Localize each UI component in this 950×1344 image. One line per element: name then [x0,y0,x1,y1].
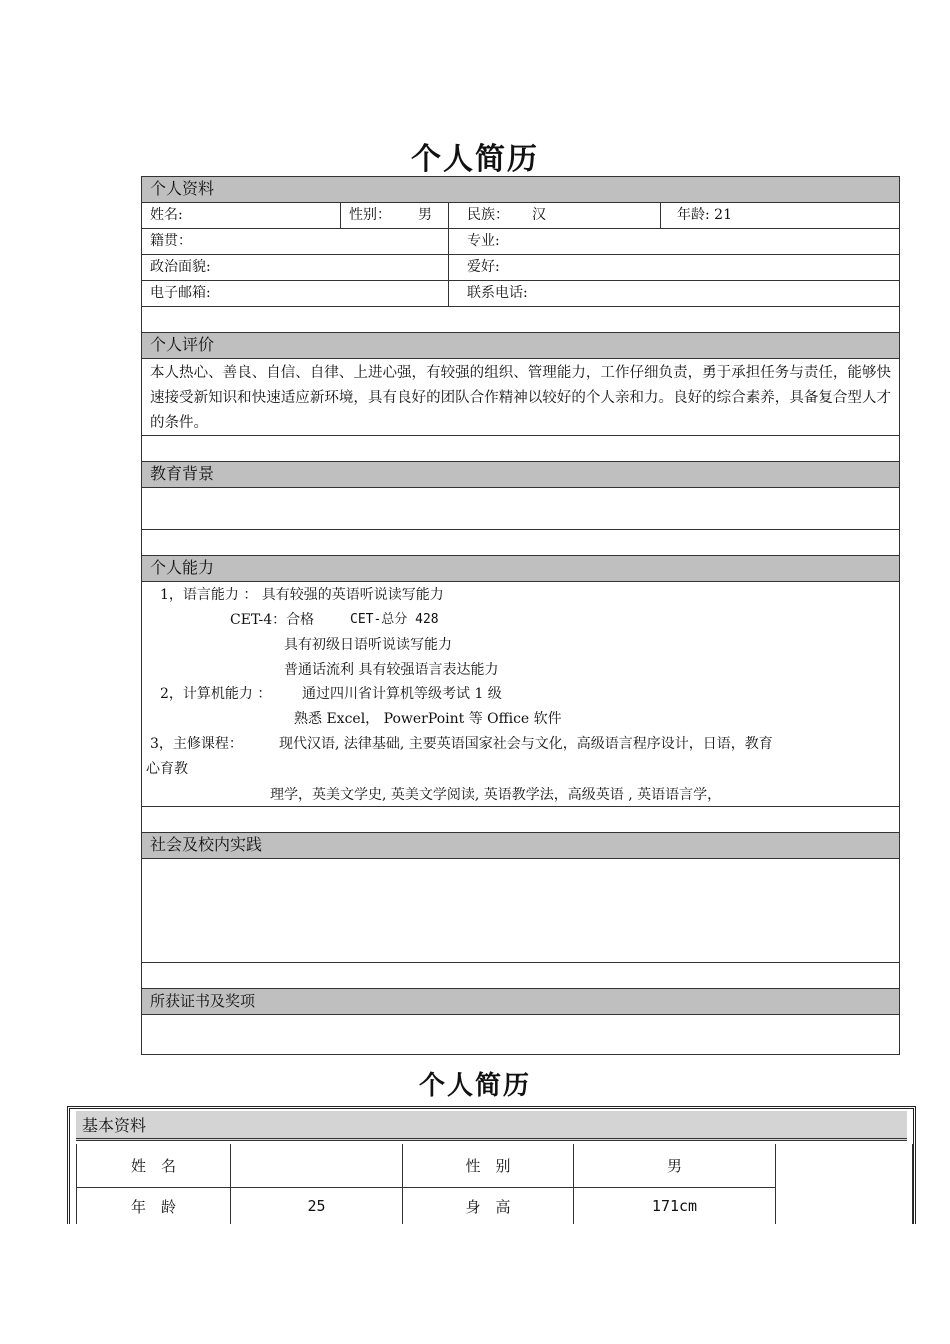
height-value: 171cm [574,1188,776,1224]
self-evaluation-row [142,359,899,436]
age-value-2: 25 [231,1188,403,1224]
name-label: 姓 名 [76,1144,231,1188]
ability-courses-line2: 心育教 [146,761,188,777]
spacer-row [142,307,899,333]
practice-content-row [142,859,899,963]
section-education: 教育背景 [142,462,899,488]
ability-cet4-line: CET-4：合格 [230,612,315,628]
age-label-2: 年 龄 [76,1188,231,1224]
name-value [231,1144,403,1188]
section-social-practice: 社会及校内实践 [142,833,899,859]
ability-courses-label: 3，主修课程： [150,736,243,752]
photo-cell [776,1144,913,1224]
row-name-gender [142,203,899,229]
political-status-field: 政治面貌: [150,259,211,275]
self-evaluation-text: 本人热心、善良、自信、自律、上进心强，有较强的组织、管理能力，工作仔细负责，勇于承担任务与责任，能够快速接受新知识和快速适应新环境，具有良好的团队合作精神以较好的个人亲和力。良好的综合素养，具备复合型人才的条件。 [150,365,891,431]
major-field: 专业: [448,229,899,254]
ability-courses-line3: 理学，英美文学史, 英美文学阅读, 英语教学法，高级英语 , 英语语言学， [270,787,722,803]
ethnicity-label: 民族： [448,203,518,228]
resume-table [141,176,900,1055]
gender-label-2: 性 别 [403,1144,574,1188]
spacer-row [142,436,899,462]
ability-mandarin-line: 普通话流利 具有较强语言表达能力 [284,662,499,678]
email-field: 电子邮箱: [150,285,211,301]
education-content-row [142,488,899,530]
row-email-phone [142,281,899,307]
gender-value: 男 [418,207,432,223]
row-native-major [142,229,899,255]
basic-info-table [67,1106,916,1224]
resume-title-2: 个人简历 [418,1071,531,1101]
spacer-row [142,963,899,989]
gender-label: 性别： [340,203,447,228]
awards-content-row [142,1015,899,1054]
section-personal-info: 个人资料 [142,177,899,203]
phone-field: 联系电话: [448,281,899,306]
section-abilities: 个人能力 [142,556,899,582]
abilities-content-row [142,582,899,807]
height-label: 身 高 [403,1188,574,1224]
ethnicity-value: 汉 [532,207,546,223]
ability-language-line: 1，语言能力 ： 具有较强的英语听说读写能力 [160,587,444,603]
ability-courses-line1: 现代汉语, 法律基础, 主要英语国家社会与文化，高级语言程序设计，日语，教育 [279,736,773,752]
hobby-field: 爱好: [448,255,899,280]
spacer-row [142,807,899,833]
section-basic-info: 基本资料 [76,1111,907,1141]
row-political-hobby [142,255,899,281]
ability-computer-line: 2，计算机能力 ： [160,686,272,702]
resume-title: 个人简历 [411,142,539,177]
ability-cet-score: CET-总分 428 [350,612,439,627]
gender-value-2: 男 [574,1144,776,1188]
spacer-row [142,530,899,556]
name-field: 姓名: [150,207,183,223]
ability-japanese-line: 具有初级日语听说读写能力 [284,637,452,653]
ability-office-line: 熟悉 Excel， PowerPoint 等 Office 软件 [294,711,562,727]
age-field: 年龄: 21 [660,203,899,228]
section-self-evaluation: 个人评价 [142,333,899,359]
native-place-field: 籍贯： [150,233,192,249]
section-awards: 所获证书及奖项 [142,989,899,1015]
ability-computer-exam: 通过四川省计算机等级考试 1 级 [302,686,502,702]
